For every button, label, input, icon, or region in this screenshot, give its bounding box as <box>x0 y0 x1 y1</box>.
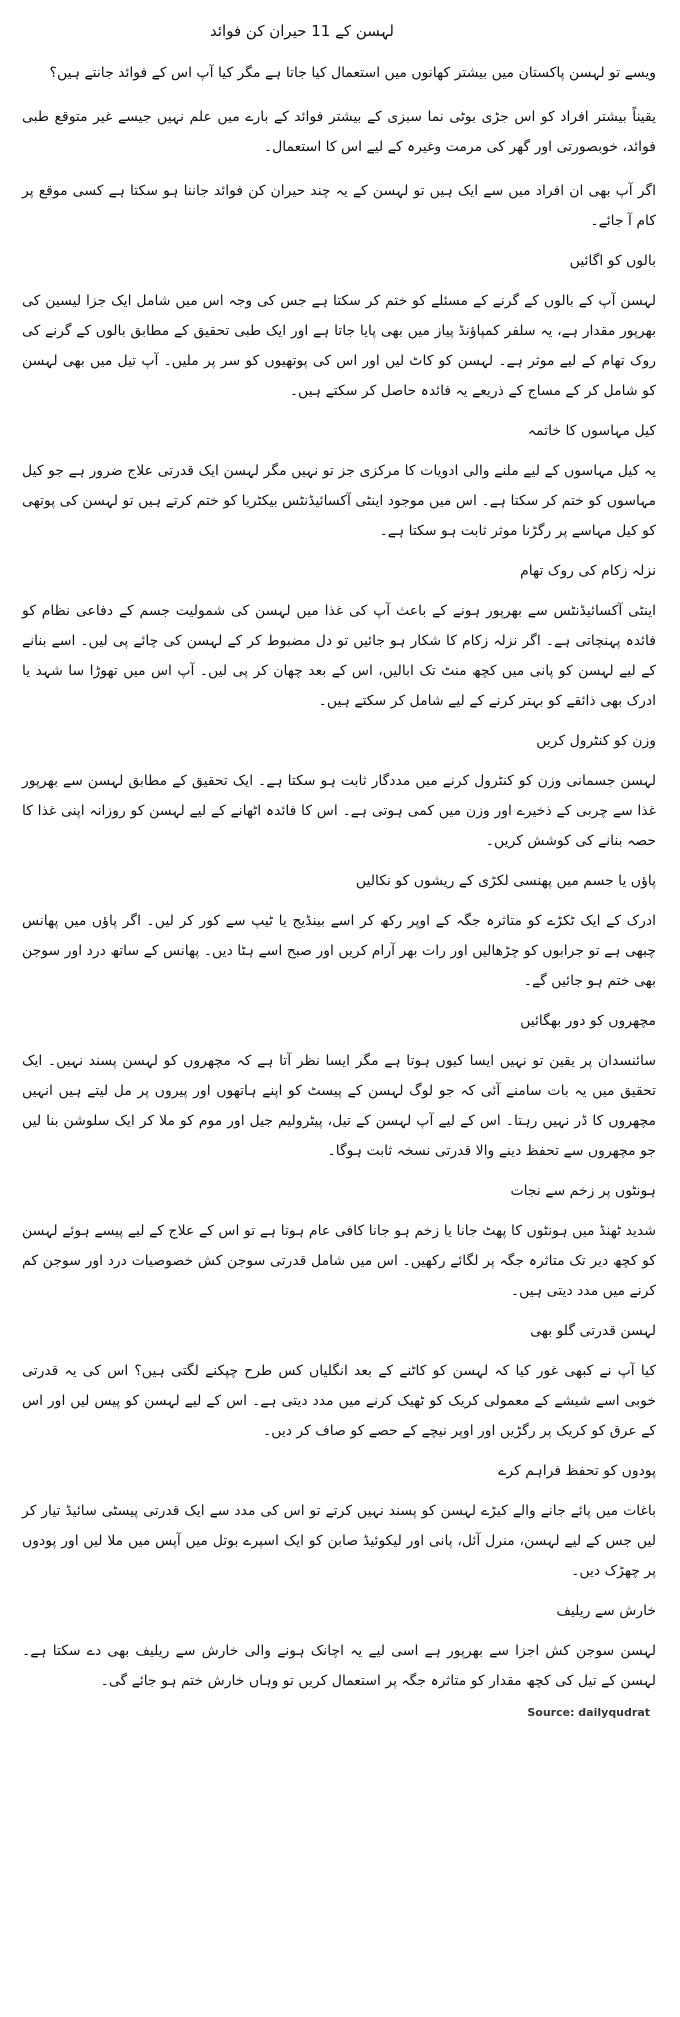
section-heading: وزن کو کنٹرول کریں <box>536 733 656 749</box>
section-heading: مچھروں کو دور بھگائیں <box>520 1013 656 1029</box>
section-text: لہسن سوجن کش اجزا سے بھرپور ہے اسی لیے یہ اچانک ہونے والی خارش سے ریلیف بھی دے سکتا ہے۔ لہسن کے تیل کی کچھ مقدار کو متاثرہ جگہ پر استعمال کریں تو وہاں خارش ختم ہو جائے گی۔ <box>22 1643 656 1689</box>
article-title: لہسن کے 11 حیران کن فوائد <box>210 22 394 40</box>
intro-paragraph: اگر آپ بھی ان افراد میں سے ایک ہیں تو لہسن کے یہ چند حیران کن فوائد جاننا ہو سکتا ہے کسی موقع پر کام آ جائے۔ <box>22 183 656 229</box>
section-heading: بالوں کو اگائیں <box>569 253 656 269</box>
section-heading: نزلہ زکام کی روک تھام <box>520 563 656 579</box>
section-heading: خارش سے ریلیف <box>556 1603 656 1619</box>
section-text: لہسن آپ کے بالوں کے گرنے کے مسئلے کو ختم کر سکتا ہے جس کی وجہ اس میں شامل ایک جزا لیسین کی بھرپور مقدار ہے، یہ سلفر کمپاؤنڈ پیاز میں بھی پایا جاتا ہے اور ایک طبی تحقیق کے مطابق بالوں کے گرنے کی روک تھام کے لیے موثر ہے۔ لہسن کو کاٹ لیں اور اس کی پوتھیوں کو سر پر ملیں۔ آپ تیل میں بھی لہسن کو شامل کر کے مساج کے ذریعے یہ فائدہ حاصل کر سکتے ہیں۔ <box>22 293 656 399</box>
section-text: اینٹی آکسائیڈنٹس سے بھرپور ہونے کے باعث آپ کی غذا میں لہسن کی شمولیت جسم کے دفاعی نظام کو فائدہ پہنچاتی ہے۔ اگر نزلہ زکام کا شکار ہو جائیں تو دل مضبوط کر کے لہسن کی چائے پی لیں۔ اسے بنانے کے لیے لہسن کو پانی میں کچھ منٹ تک ابالیں، اس کے بعد چھان کر پی لیں۔ آپ اس میں تھوڑا سا شہد یا ادرک بھی ذائقے کو بہتر کرنے کے لیے شامل کر سکتے ہیں۔ <box>22 603 657 709</box>
section-text: سائنسدان پر یقین تو نہیں ایسا کیوں ہوتا ہے مگر ایسا نظر آتا ہے کہ مچھروں کو لہسن پسند نہیں۔ ایک تحقیق میں یہ بات سامنے آئی کہ جو لوگ لہسن کے پیسٹ کو اپنے ہاتھوں اور پیروں پر مل لیتے ہیں انہیں مچھروں کا ڈر نہیں رہتا۔ اس کے لیے آپ لہسن کے تیل، پیٹرولیم جیل اور موم کو ملا کر ایک سلوشن بنا لیں جو مچھروں سے تحفظ دینے والا قدرتی نسخہ ثابت ہوگا۔ <box>22 1053 656 1159</box>
intro-paragraph: یقیناً بیشتر افراد کو اس جڑی بوٹی نما سبزی کے بیشتر فوائد کے بارے میں علم نہیں جیسے غیر متوقع طبی فوائد، خوبصورتی اور گھر کی مرمت وغیرہ کے لیے اس کا استعمال۔ <box>22 109 656 155</box>
section-text: باغات میں پائے جانے والے کیڑے لہسن کو پسند نہیں کرتے تو اس کی مدد سے ایک قدرتی پیسٹی سائیڈ تیار کر لیں جس کے لیے لہسن، منرل آئل، پانی اور لیکوئیڈ صابن کو ایک اسپرے بوتل میں آپس میں ملا لیں اور پودوں پر چھڑک دیں۔ <box>22 1503 656 1579</box>
section-text: کیا آپ نے کبھی غور کیا کہ لہسن کو کاٹنے کے بعد انگلیاں کس طرح چپکنے لگتی ہیں؟ اس کی یہ قدرتی خوبی اسے شیشے کے معمولی کریک کو ٹھیک کرنے میں مدد دیتی ہے۔ اس کے لیے لہسن کو پیس لیں اور اس کے عرق کو کریک پر رگڑیں اور اوپر نیچے کے حصے کو صاف کر دیں۔ <box>22 1363 656 1439</box>
section-heading: لہسن قدرتی گلو بھی <box>530 1323 656 1339</box>
section-heading: پاؤں یا جسم میں پھنسی لکڑی کے ریشوں کو نکالیں <box>355 873 656 889</box>
section-text: ادرک کے ایک ٹکڑے کو متاثرہ جگہ کے اوپر رکھ کر اسے بینڈیج یا ٹیپ سے کور کر لیں۔ اگر پاؤں میں پھانس چبھی ہے تو جرابوں کو چڑھالیں اور رات بھر آرام کریں اور صبح اسے ہٹا دیں۔ پھانس کے ساتھ درد اور سوجن بھی ختم ہو جائیں گے۔ <box>22 913 656 989</box>
section-text: لہسن جسمانی وزن کو کنٹرول کرنے میں مددگار ثابت ہو سکتا ہے۔ ایک تحقیق کے مطابق لہسن سے بھرپور غذا سے چربی کے ذخیرے اور وزن میں کمی ہوتی ہے۔ اس کا فائدہ اٹھانے کے لیے لہسن کو روزانہ اپنی غذا کا حصہ بنانے کی کوشش کریں۔ <box>22 773 656 849</box>
section-text: شدید ٹھنڈ میں ہونٹوں کا پھٹ جانا یا زخم ہو جانا کافی عام ہوتا ہے تو اس کے علاج کے لیے پیسے ہوئے لہسن کو کچھ دیر تک متاثرہ جگہ پر لگائے رکھیں۔ اس میں شامل قدرتی سوجن کش خصوصیات درد اور سوجن کم کرنے میں مدد دیتی ہیں۔ <box>22 1223 656 1299</box>
section-heading: پودوں کو تحفظ فراہم کرے <box>498 1463 656 1479</box>
source-credit: Source: dailyqudrat <box>527 1706 650 1719</box>
section-text: یہ کیل مہاسوں کے لیے ملنے والی ادویات کا مرکزی جز تو نہیں مگر لہسن ایک قدرتی علاج ضرور ہے جو کیل مہاسوں کو ختم کر سکتا ہے۔ اس میں موجود اینٹی آکسائیڈنٹس بیکٹریا کو ختم کرتے ہیں تو لہسن کی پوتھی کو کیل مہاسے پر رگڑنا موثر ثابت ہو سکتا ہے۔ <box>22 463 656 539</box>
intro-paragraph: ویسے تو لہسن پاکستان میں بیشتر کھانوں میں استعمال کیا جاتا ہے مگر کیا آپ اس کے فوائد جانتے ہیں؟ <box>49 65 656 81</box>
section-heading: ہونٹوں پر زخم سے نجات <box>510 1183 656 1199</box>
section-heading: کیل مہاسوں کا خاتمہ <box>527 423 656 439</box>
